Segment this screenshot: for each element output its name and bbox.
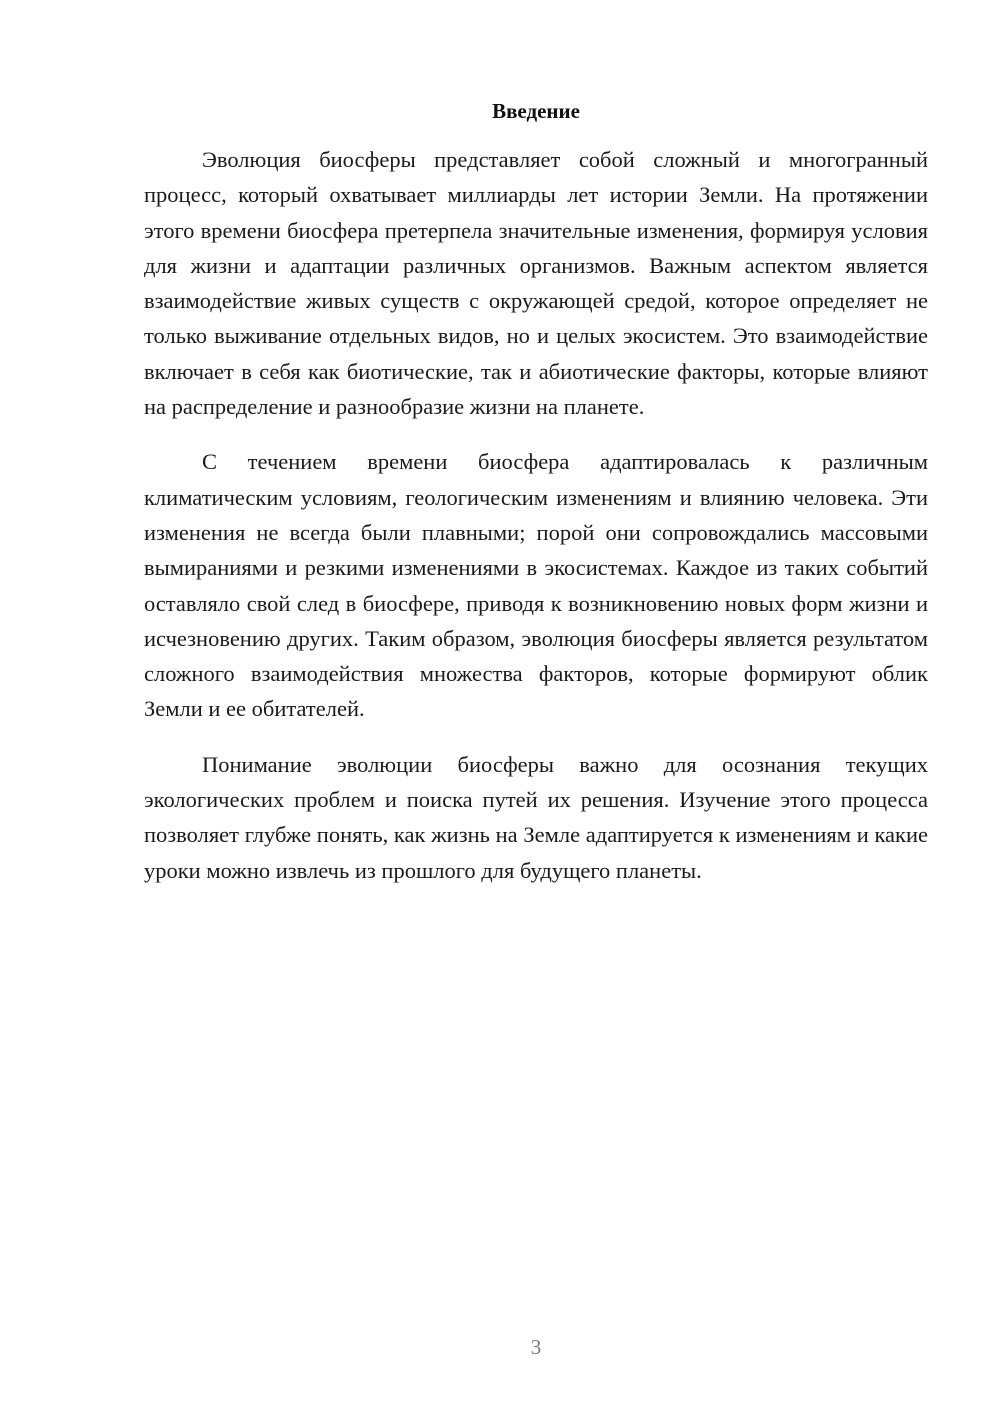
paragraph-1: Эволюция биосферы представляет собой сложный и многогранный процесс, который охватывает миллиарды лет истории Земли. На протяжении этого времени биосфера претерпела значительные изменения, формируя условия для жизни и адаптации различных организмов. Важным аспектом является взаимодействие живых существ с окружающей средой, которое определяет не только выживание отдельных видов, но и целых экосистем. Это взаимодействие включает в себя как биотические, так и абиотические факторы, которые влияют на распределение и разнообразие жизни на планете. — [144, 147, 928, 420]
body-text — [144, 142, 928, 908]
paragraph-2: С течением времени биосфера адаптировалась к различным климатическим условиям, геологическим изменениям и влиянию человека. Эти изменения не всегда были плавными; порой они сопровождались массовыми вымираниями и резкими изменениями в экосистемах. Каждое из таких событий оставляло свой след в биосфере, приводя к возникновению новых форм жизни и исчезновению других. Таким образом, эволюция биосферы является результатом сложного взаимодействия множества факторов, которые формируют облик Земли и ее обитателей. — [144, 449, 928, 722]
section-title: Введение — [492, 99, 580, 123]
paragraph-3: Понимание эволюции биосферы важно для осознания текущих экологических проблем и поиска путей их решения. Изучение этого процесса позволяет глубже понять, как жизнь на Земле адаптируется к изменениям и какие уроки можно извлечь из прошлого для будущего планеты. — [144, 751, 928, 883]
page-number: 3 — [530, 1335, 542, 1359]
